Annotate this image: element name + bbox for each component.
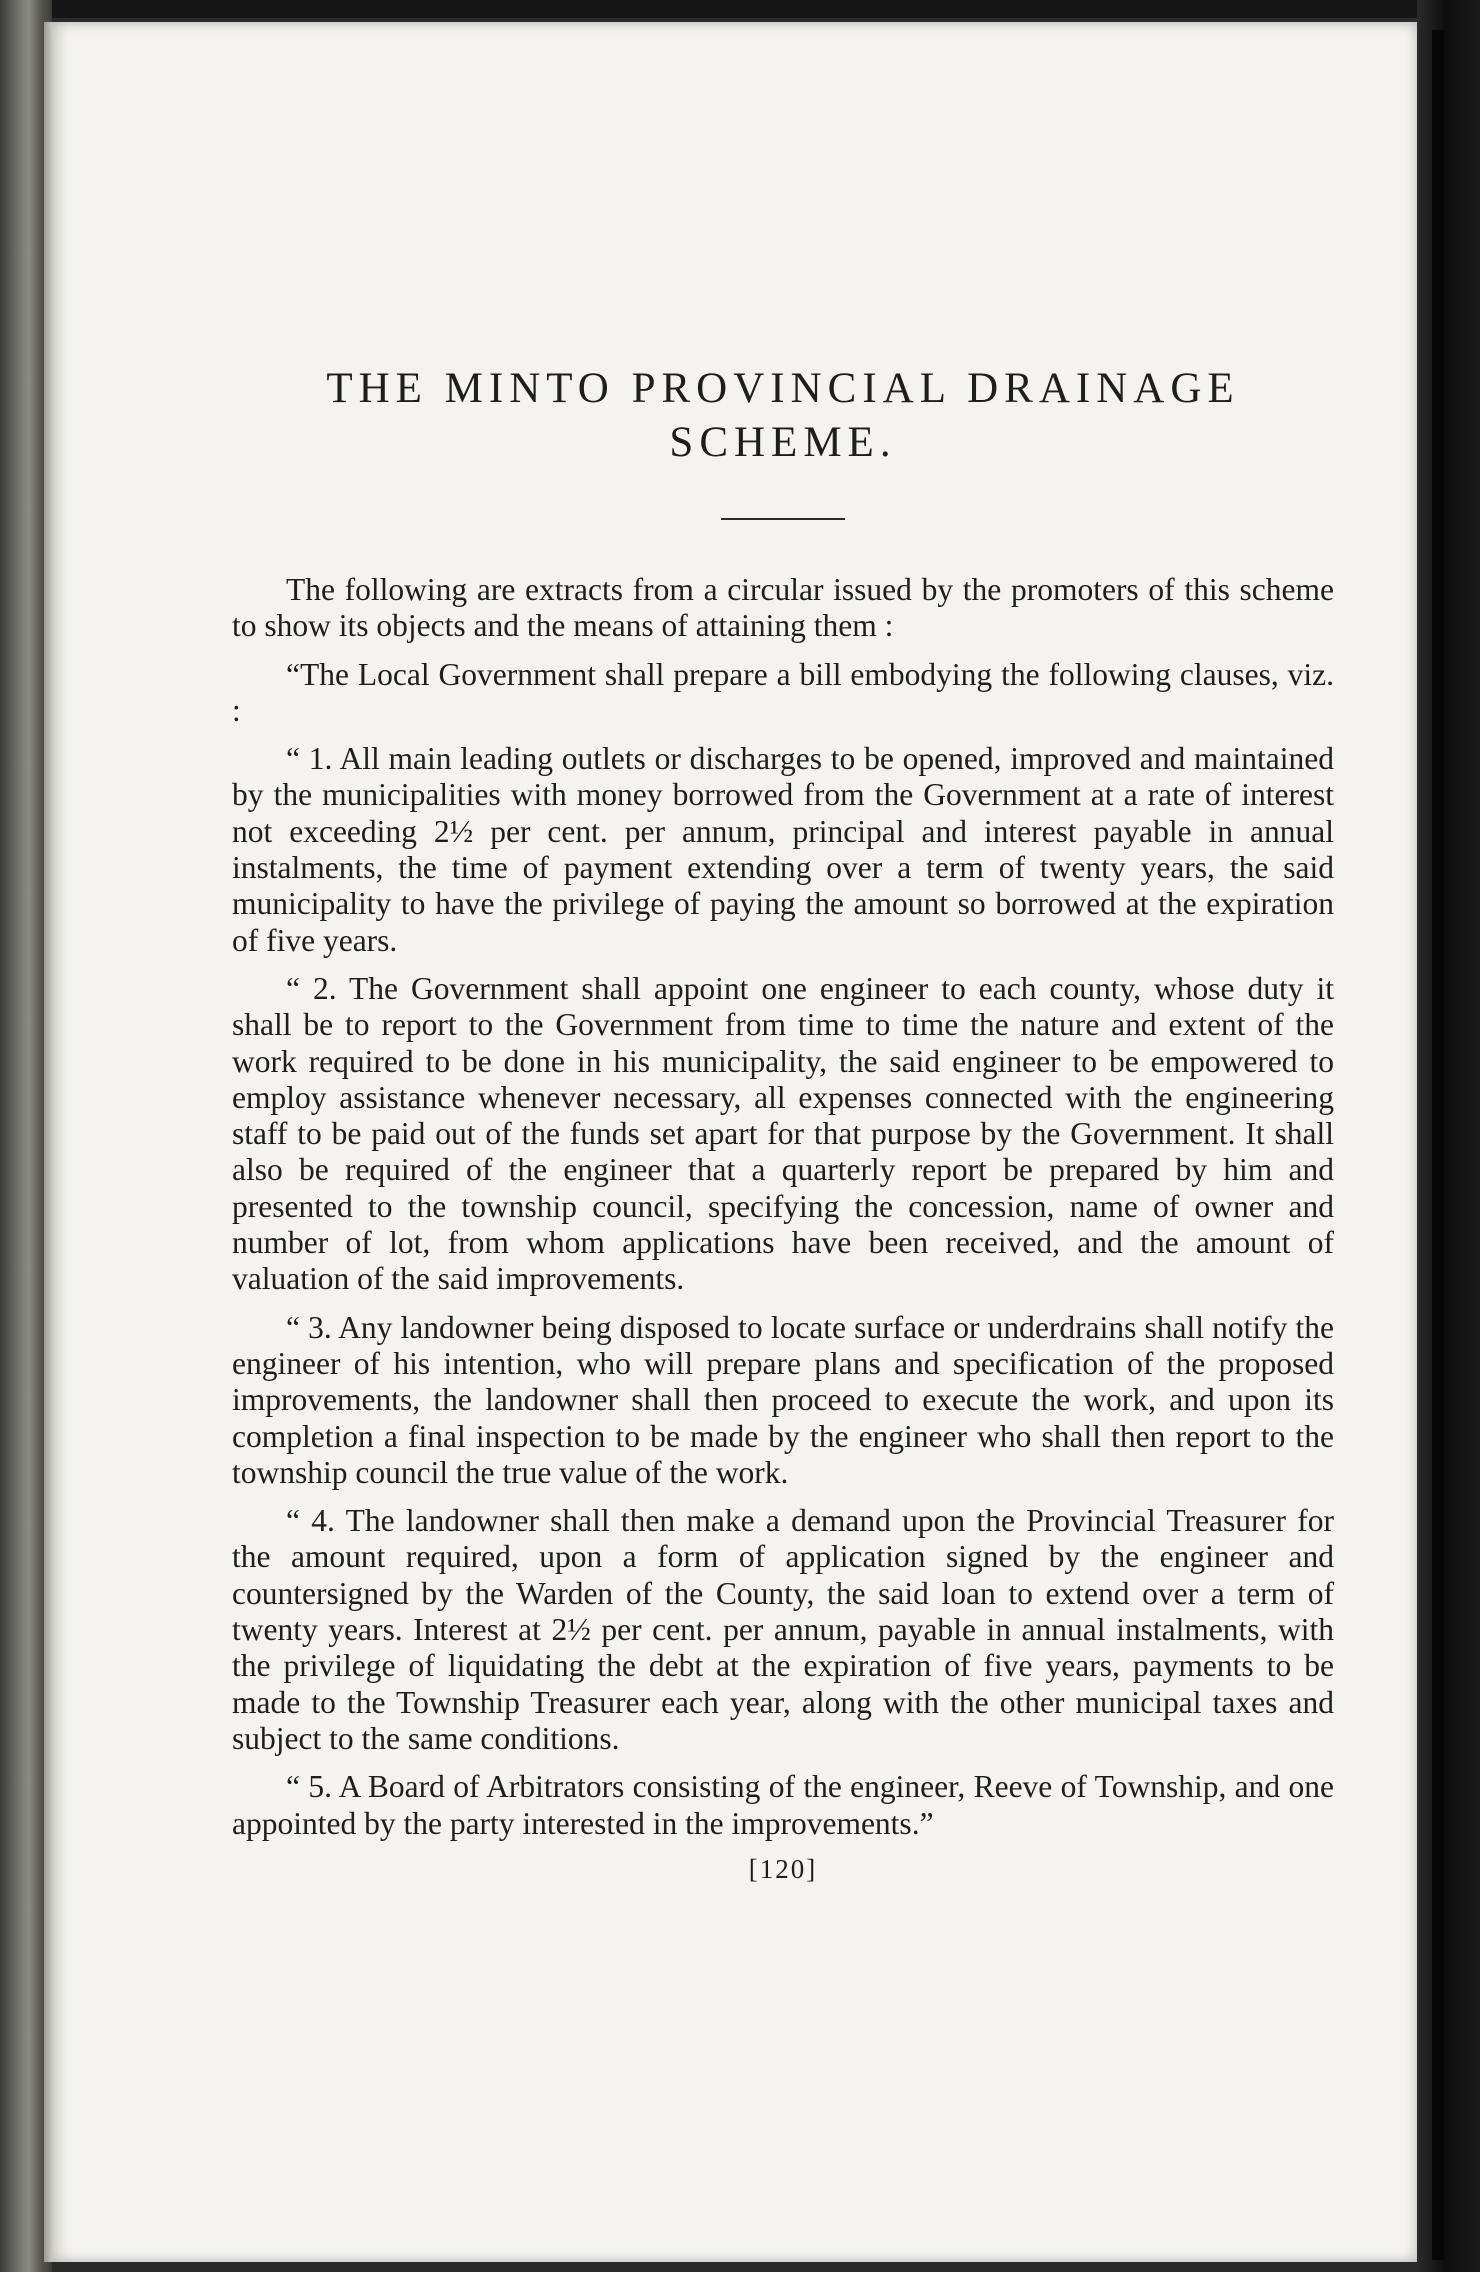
paragraph-clause-5: “ 5. A Board of Arbitrators consisting of the engineer, Reeve of Township, and one appointed by the party interested in the improvements.” <box>232 1769 1334 1841</box>
title-line-1: THE MINTO PROVINCIAL DRAINAGE <box>326 365 1240 412</box>
title-divider-rule <box>721 518 845 520</box>
page-number: [120] <box>748 1853 818 1884</box>
page-title <box>232 362 1334 470</box>
article-body <box>232 572 1334 1842</box>
page-content <box>232 362 1334 1885</box>
paragraph-bill-preamble: “The Local Government shall prepare a bill embodying the following clauses, viz. : <box>232 656 1334 728</box>
title-line-2: SCHEME. <box>669 419 897 466</box>
paragraph-clause-2: “ 2. The Government shall appoint one engineer to each county, whose duty it shall be to report to the Government from time to time the nature and extent of the work required to be done in his municipality, the said engineer to be empowered to employ assistance whenever necessary, all expenses connected with the engineering staff to be paid out of the funds set apart for that purpose by the Government. It shall also be required of the engineer that a quarterly report be prepared by him and presented to the township council, specifying the concession, name of owner and number of lot, from whom applications have been received, and the amount of valuation of the said improvements. <box>232 970 1334 1297</box>
cover-board-shadow <box>1432 30 1444 2260</box>
scan-top-border <box>0 0 1480 18</box>
paragraph-intro: The following are extracts from a circular issued by the promoters of this scheme to show its objects and the means of attaining them : <box>232 572 1334 644</box>
book-cover-edge <box>1417 0 1480 2272</box>
paragraph-clause-4: “ 4. The landowner shall then make a demand upon the Provincial Treasurer for the amount required, upon a form of application signed by the engineer and countersigned by the Warden of the County, the said loan to extend over a term of twenty years. Interest at 2½ per cent. per annum, payable in annual instalments, with the privilege of liquidating the debt at the expiration of five years, payments to be made to the Township Treasurer each year, along with the other municipal taxes and subject to the same conditions. <box>232 1503 1334 1756</box>
paragraph-clause-1: “ 1. All main leading outlets or discharges to be opened, improved and maintained by the municipalities with money borrowed from the Government at a rate of interest not exceeding 2½ per cent. per annum, principal and interest payable in annual instalments, the time of payment extending over a term of twenty years, the said municipality to have the privilege of paying the amount so borrowed at the expiration of five years. <box>232 741 1334 958</box>
paragraph-clause-3: “ 3. Any landowner being disposed to locate surface or underdrains shall notify the engineer of his intention, who will prepare plans and specification of the proposed improvements, the landowner shall then proceed to execute the work, and upon its completion a final inspection to be made by the engineer who shall then report to the township council the true value of the work. <box>232 1309 1334 1490</box>
